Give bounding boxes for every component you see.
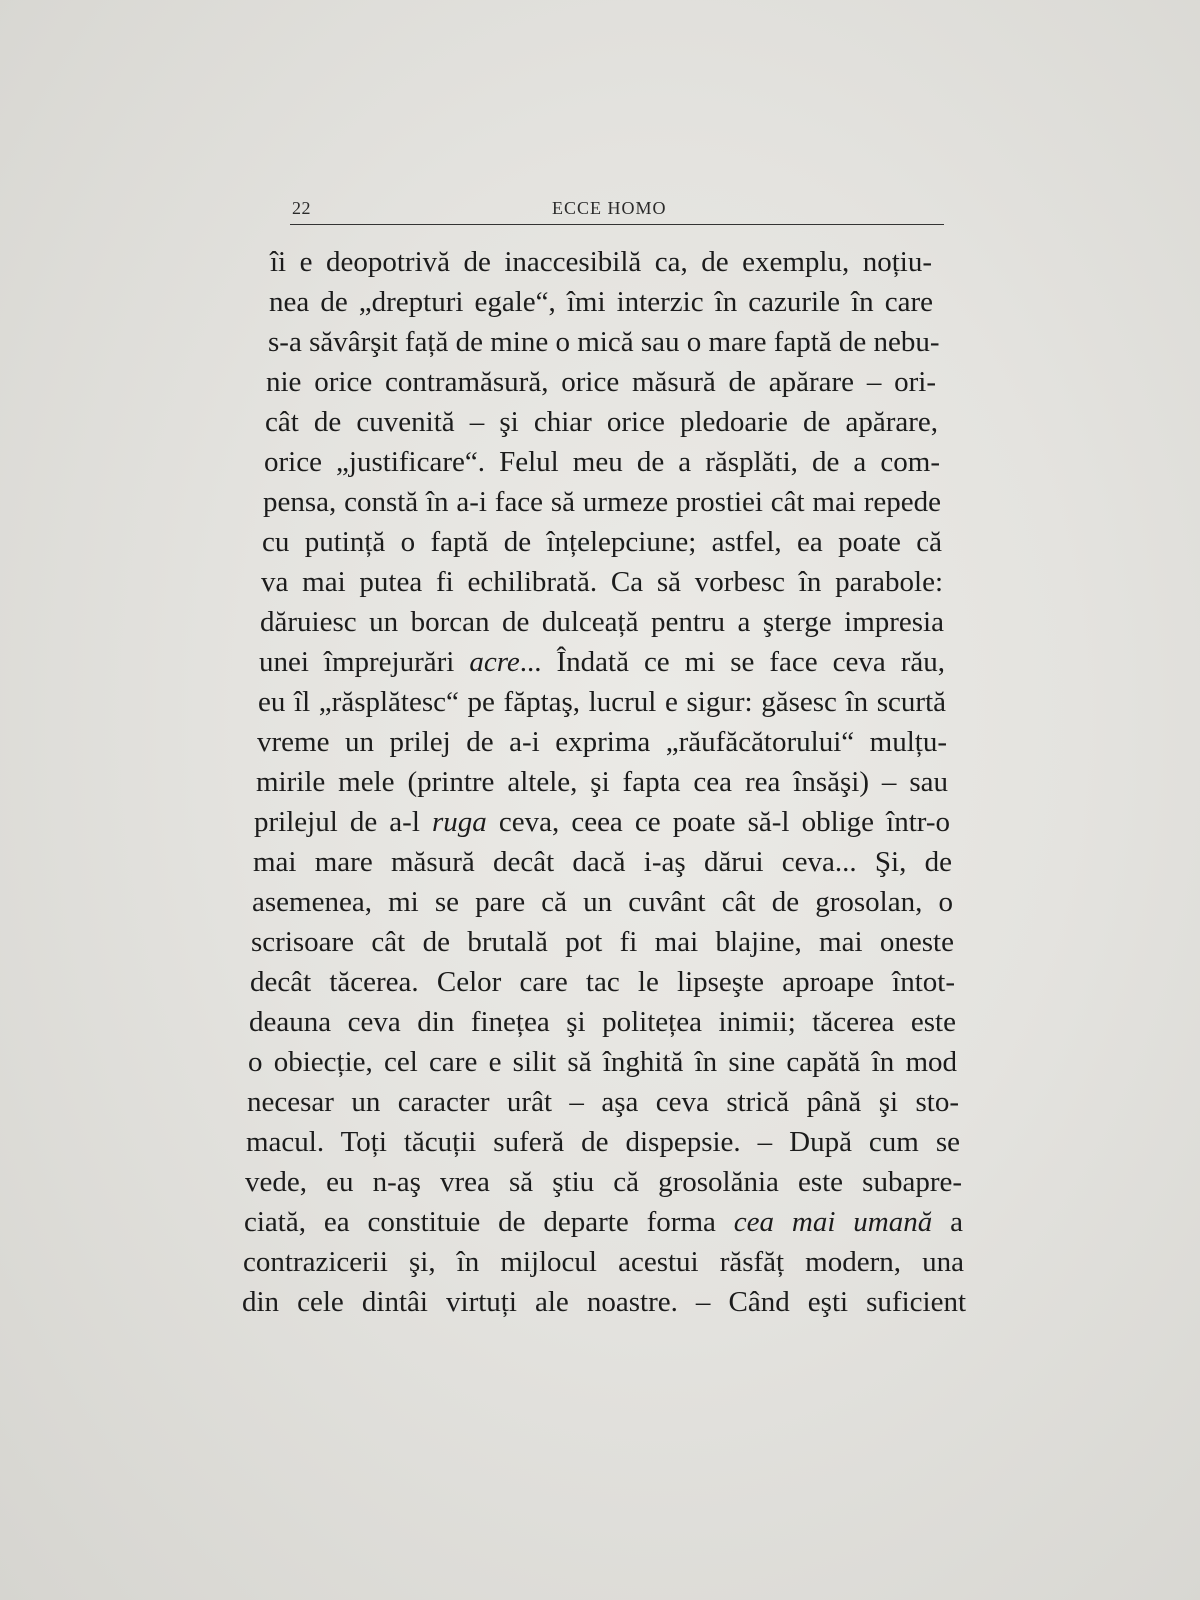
italic-phrase: cea mai umană [733,1206,933,1238]
text-segment: ciată, ea constituie de departe forma [244,1206,734,1238]
text-line: mirile mele (printre altele, şi fapta cea rea însăşi) – sau [256,766,948,798]
text-line: nea de „drepturi egale“, îmi interzic în cazurile în care [269,286,933,318]
text-line: scrisoare cât de brutală pot fi mai blajine, mai oneste [251,926,954,958]
text-segment: ceva, ceea ce poate să-l oblige într-o [486,806,950,838]
text-segment: a [932,1206,963,1238]
text-line: asemenea, mi se pare că un cuvânt cât de grosolan, o [252,886,953,918]
text-line: vreme un prilej de a-i exprima „răufăcătorului“ mulțu- [257,726,947,758]
text-line: cu putință o faptă de înțelepciune; astfel, ea poate că [262,526,942,558]
page-number: 22 [292,198,311,218]
text-line: îi e deopotrivă de inaccesibilă ca, de exemplu, noțiu- [270,246,932,278]
text-line: nie orice contramăsură, orice măsură de apărare – ori- [266,366,936,398]
text-line: mai mare măsură decât dacă i-aş dărui ceva... Şi, de [253,846,952,878]
text-line: cât de cuvenită – şi chiar orice pledoarie de apărare, [265,406,938,438]
text-line [259,644,945,680]
text-line [254,804,950,840]
italic-phrase: acre [469,646,520,678]
text-line: dăruiesc un borcan de dulceață pentru a şterge impresia [260,606,944,638]
text-line: din cele dintâi virtuți ale noastre. – Când eşti suficient [242,1286,966,1318]
text-line: necesar un caracter urât – aşa ceva strică până şi sto- [247,1086,959,1118]
text-line: va mai putea fi echilibrată. Ca să vorbesc în parabole: [261,566,943,598]
italic-phrase: ruga [431,806,487,838]
text-segment: prilejul de a-l [254,806,432,838]
text-line: vede, eu n-aş vrea să ştiu că grosolănia este subapre- [245,1166,962,1198]
text-line: s-a săvârşit față de mine o mică sau o mare faptă de nebu- [268,326,940,358]
text-line: eu îl „răsplătesc“ pe făptaş, lucrul e sigur: găsesc în scurtă [258,686,946,718]
text-line: pensa, constă în a-i face să urmeze prostiei cât mai repede [263,486,941,518]
text-segment: unei împrejurări [259,646,470,678]
text-line: orice „justificare“. Felul meu de a răsplăti, de a com- [264,446,940,478]
text-segment: ... Îndată ce mi se face ceva rău, [519,646,945,678]
text-line: deauna ceva din finețea şi politețea inimii; tăcerea este [249,1006,956,1038]
text-line: o obiecție, cel care e silit să înghită în sine capătă în mod [248,1046,957,1078]
text-line [244,1204,963,1240]
text-line: contrazicerii şi, în mijlocul acestui răsfăț modern, una [243,1246,964,1278]
text-line: macul. Toți tăcuții suferă de dispepsie. – După cum se [246,1126,960,1158]
text-line: decât tăcerea. Celor care tac le lipseşte aproape întot- [250,966,955,998]
book-title: ECCE HOMO [552,198,667,218]
